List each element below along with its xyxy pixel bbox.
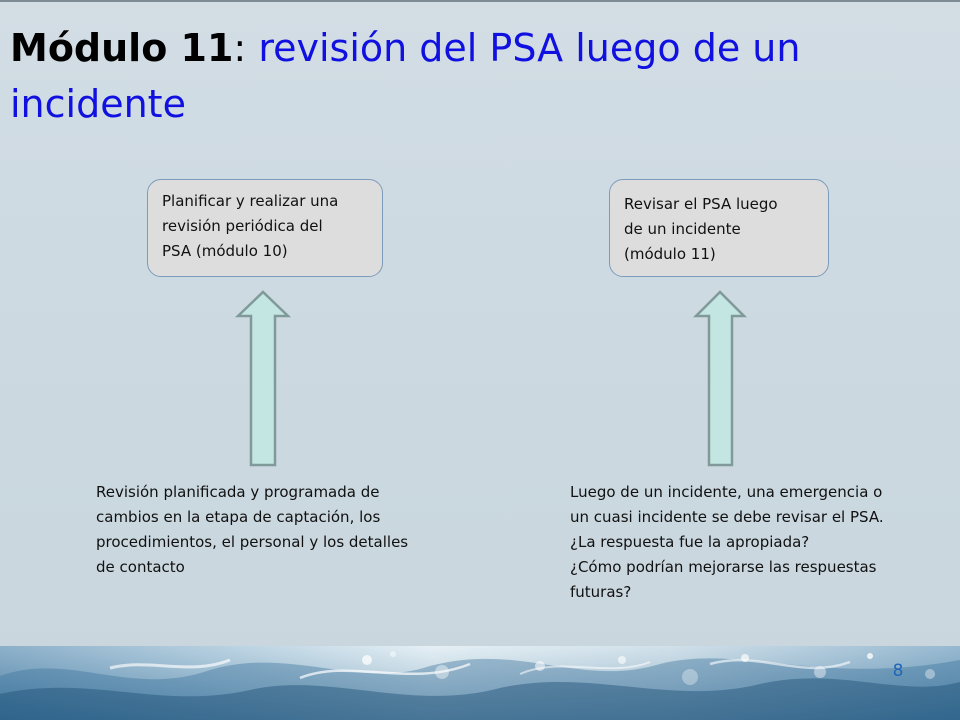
up-arrow-right-shape [696,292,744,465]
up-arrow-left-shape [238,292,288,465]
title-separator: : [233,26,247,70]
incident-review-box: Revisar el PSA luego de un incidente (módulo 11) [609,179,829,277]
periodic-review-description: Revisión planificada y programada de cambios en la etapa de captación, los procedimientos, el personal y los detalles de contacto [96,483,409,576]
title-topic: revisión del PSA luego de un incidente [10,26,801,126]
incident-review-description: Luego de un incidente, una emergencia o un cuasi incidente se debe revisar el PSA. ¿La respuesta fue la apropiada? ¿Cómo podrían mejorarse las respuestas futuras? [570,483,884,601]
water-splash-footer-image [0,646,960,720]
page-number: 8 [892,661,904,681]
periodic-review-box: Planificar y realizar una revisión periódica del PSA (módulo 10) [147,179,383,277]
title-module-label: Módulo 11 [10,26,234,70]
water-splash-graphic [0,646,960,720]
